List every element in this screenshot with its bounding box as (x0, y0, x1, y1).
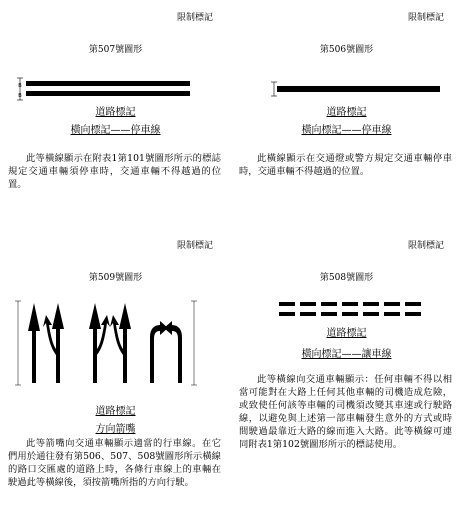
description-part: 號圖形所示的標誌規定交通車輛須停車時，交通車輛不得越過的位置。 (8, 153, 221, 190)
heading-subtype: 橫向標記——讓車線 (301, 349, 392, 360)
panel-figure-507 (0, 0, 231, 265)
give-way-dashes (279, 302, 421, 316)
panel-figure-506 (231, 0, 462, 265)
give-way-line-diagram (231, 298, 462, 323)
heading-road-marking: 道路標記 (326, 328, 367, 339)
panel-figure-508 (231, 228, 462, 493)
heading-subtype: 方向箭嘴 (95, 424, 136, 435)
heading-road-marking: 道路標記 (95, 406, 136, 417)
description-part: 號圖形所示的標誌使用。 (299, 439, 403, 450)
description-part: 號圖形所示橫線的路口交匯處的道路上時，各條行車線上的車輛在駛過此等橫線後，須按箭嘴所指的方向行駛。 (8, 451, 221, 488)
category-label: 限制標記 (407, 13, 444, 23)
figure-title-suffix: 號圖形 (115, 273, 143, 283)
figure-number: 506 (328, 45, 347, 55)
description-reference: 506、507、508 (83, 451, 156, 462)
category-label: 限制標記 (176, 13, 213, 23)
figure-title (231, 42, 462, 55)
stop-line-bar (26, 91, 190, 96)
heading-road-marking: 道路標記 (95, 107, 136, 118)
heading-subtype: 橫向標記——停車線 (70, 125, 161, 136)
right-turn-arrow-icon (150, 321, 168, 383)
stop-line-bar (26, 81, 190, 86)
figure-title-prefix: 第 (88, 273, 98, 283)
figure-title (0, 42, 231, 55)
left-turn-arrow-icon (164, 321, 182, 383)
figure-title (0, 270, 231, 283)
figure-number: 508 (328, 273, 347, 283)
description-reference: 1第102 (266, 439, 300, 450)
description-part: 此等橫線向交通車輛顯示：任何車輛不得以相當可能對在大路上任何其他車輛的司機造成危險，或致使任何該等車輛的司機須改變其車速或行駛路線，以避免與上述第一部車輛發生意外的方式或時間駛過最靠近大路的線而進入大路。此等橫線可連同附表 (239, 374, 452, 450)
description-text (8, 152, 221, 191)
category-label: 限制標記 (407, 241, 444, 251)
description-reference: 1第101 (111, 153, 145, 164)
description-part: 此等箭嘴向交通車輛顯示適當的行車線。在它們用於通往發有第 (8, 438, 221, 462)
figure-title-prefix: 第 (319, 45, 329, 55)
figure-title-prefix: 第 (319, 273, 329, 283)
figure-title-suffix: 號圖形 (346, 273, 374, 283)
dimension-label: B (18, 93, 22, 99)
figure-title-suffix: 號圖形 (115, 45, 143, 55)
heading-subtype: 橫向標記——停車線 (301, 125, 392, 136)
straight-right-arrow-icon (89, 303, 110, 383)
straight-arrow-icon (28, 303, 40, 383)
heading-road-marking: 道路標記 (326, 107, 367, 118)
description-text (239, 373, 452, 451)
figure-title-suffix: 號圖形 (346, 45, 374, 55)
dimension-label: B (18, 83, 22, 89)
figure-number: 507 (97, 45, 116, 55)
description-text (239, 152, 452, 178)
category-label: 限制標記 (176, 241, 213, 251)
direction-arrows-diagram (0, 293, 231, 393)
stop-line-bar (277, 86, 440, 92)
straight-left-arrow-icon (110, 303, 131, 383)
panel-figure-509 (0, 228, 231, 493)
figure-number: 509 (97, 273, 116, 283)
description-part: 此等橫線顯示在附表 (26, 153, 112, 164)
straight-left-arrow-icon (43, 303, 64, 383)
description-part: 此橫線顯示在交通燈或警方規定交通車輛停車時，交通車輛不得越過的位置。 (239, 153, 452, 177)
description-text (8, 437, 221, 489)
figure-title-prefix: 第 (88, 45, 98, 55)
figure-title (231, 270, 462, 283)
